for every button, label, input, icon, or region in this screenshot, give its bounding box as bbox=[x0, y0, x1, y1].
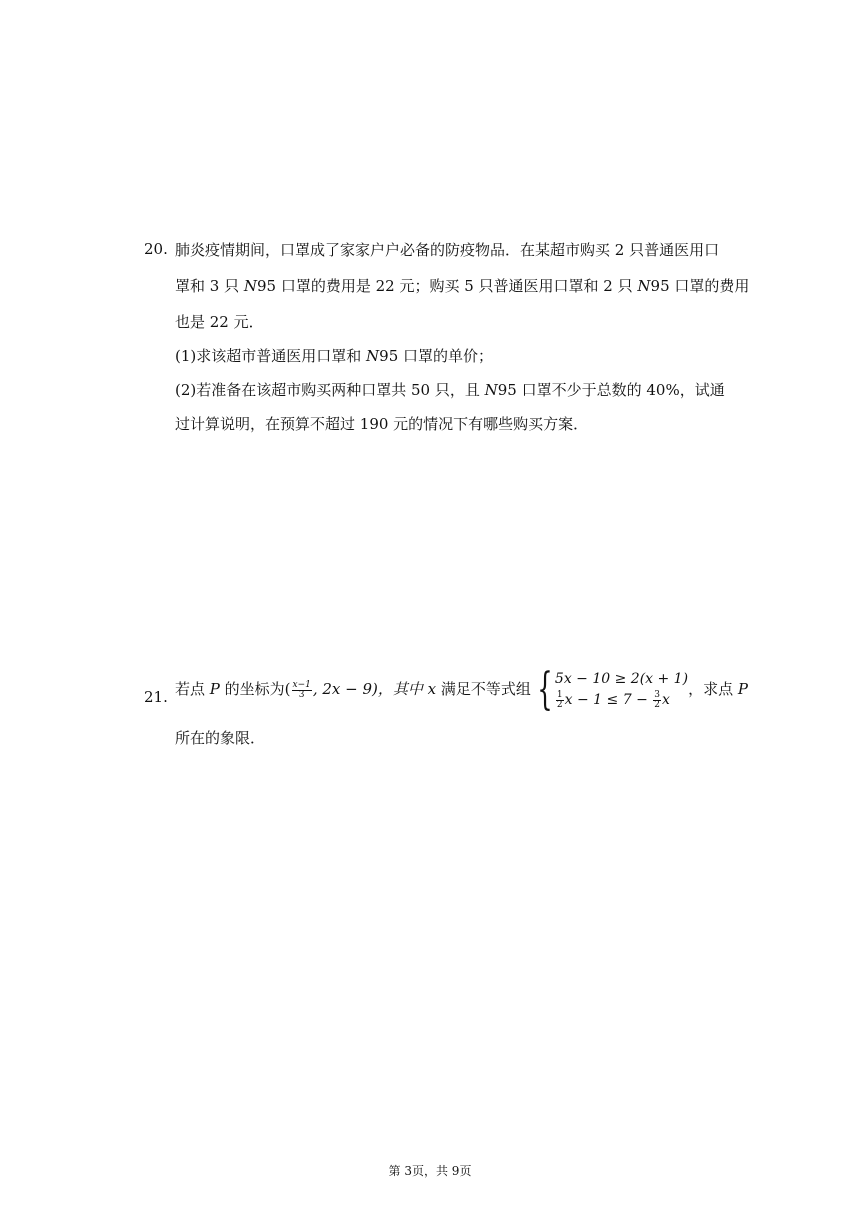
fraction: $\frac{x-1}{3}$ bbox=[292, 679, 311, 700]
question-text-line: 过计算说明，在预算不超过 190 元的情况下有哪些购买方案． bbox=[175, 415, 589, 433]
question-text-line: 罩和 3 只 N95 口罩的费用是 22 元；购买 5 只普通医用口罩和 2 只 N95 口罩的费用 bbox=[175, 277, 750, 295]
question-number: 20. bbox=[144, 240, 168, 258]
question-number: 21. bbox=[144, 688, 168, 706]
question-text-line: 所在的象限． bbox=[175, 729, 266, 747]
question-text-line: 也是 22 元． bbox=[175, 313, 264, 331]
subquestion-1: (1)求该超市普通医用口罩和 N95 口罩的单价； bbox=[175, 347, 494, 365]
subquestion-2: (2)若准备在该超市购买两种口罩共 50 只，且 N95 口罩不少于总数的 40%，试通 bbox=[175, 381, 725, 399]
question-text-line: 若点 P 的坐标为( $\frac{x-1}{3}$ , 2x − 9)，其中 x 满足不等式组 { 5x − 10 ≥ 2(x + 1) $\frac{1}{2}$ x − 1 ≤ 7 − $\frac{3}{2}$ x ，求点 P bbox=[175, 664, 748, 715]
inequality-system: 5x − 10 ≥ 2(x + 1) $\frac{1}{2}$ x − 1 ≤ 7 − $\frac{3}{2}$ x bbox=[554, 671, 689, 710]
brace-icon: { bbox=[537, 664, 553, 715]
page-footer: 第 3页，共 9页 bbox=[388, 1164, 472, 1178]
question-text-line: 肺炎疫情期间，口罩成了家家户户必备的防疫物品．在某超市购买 2 只普通医用口 bbox=[175, 241, 720, 259]
